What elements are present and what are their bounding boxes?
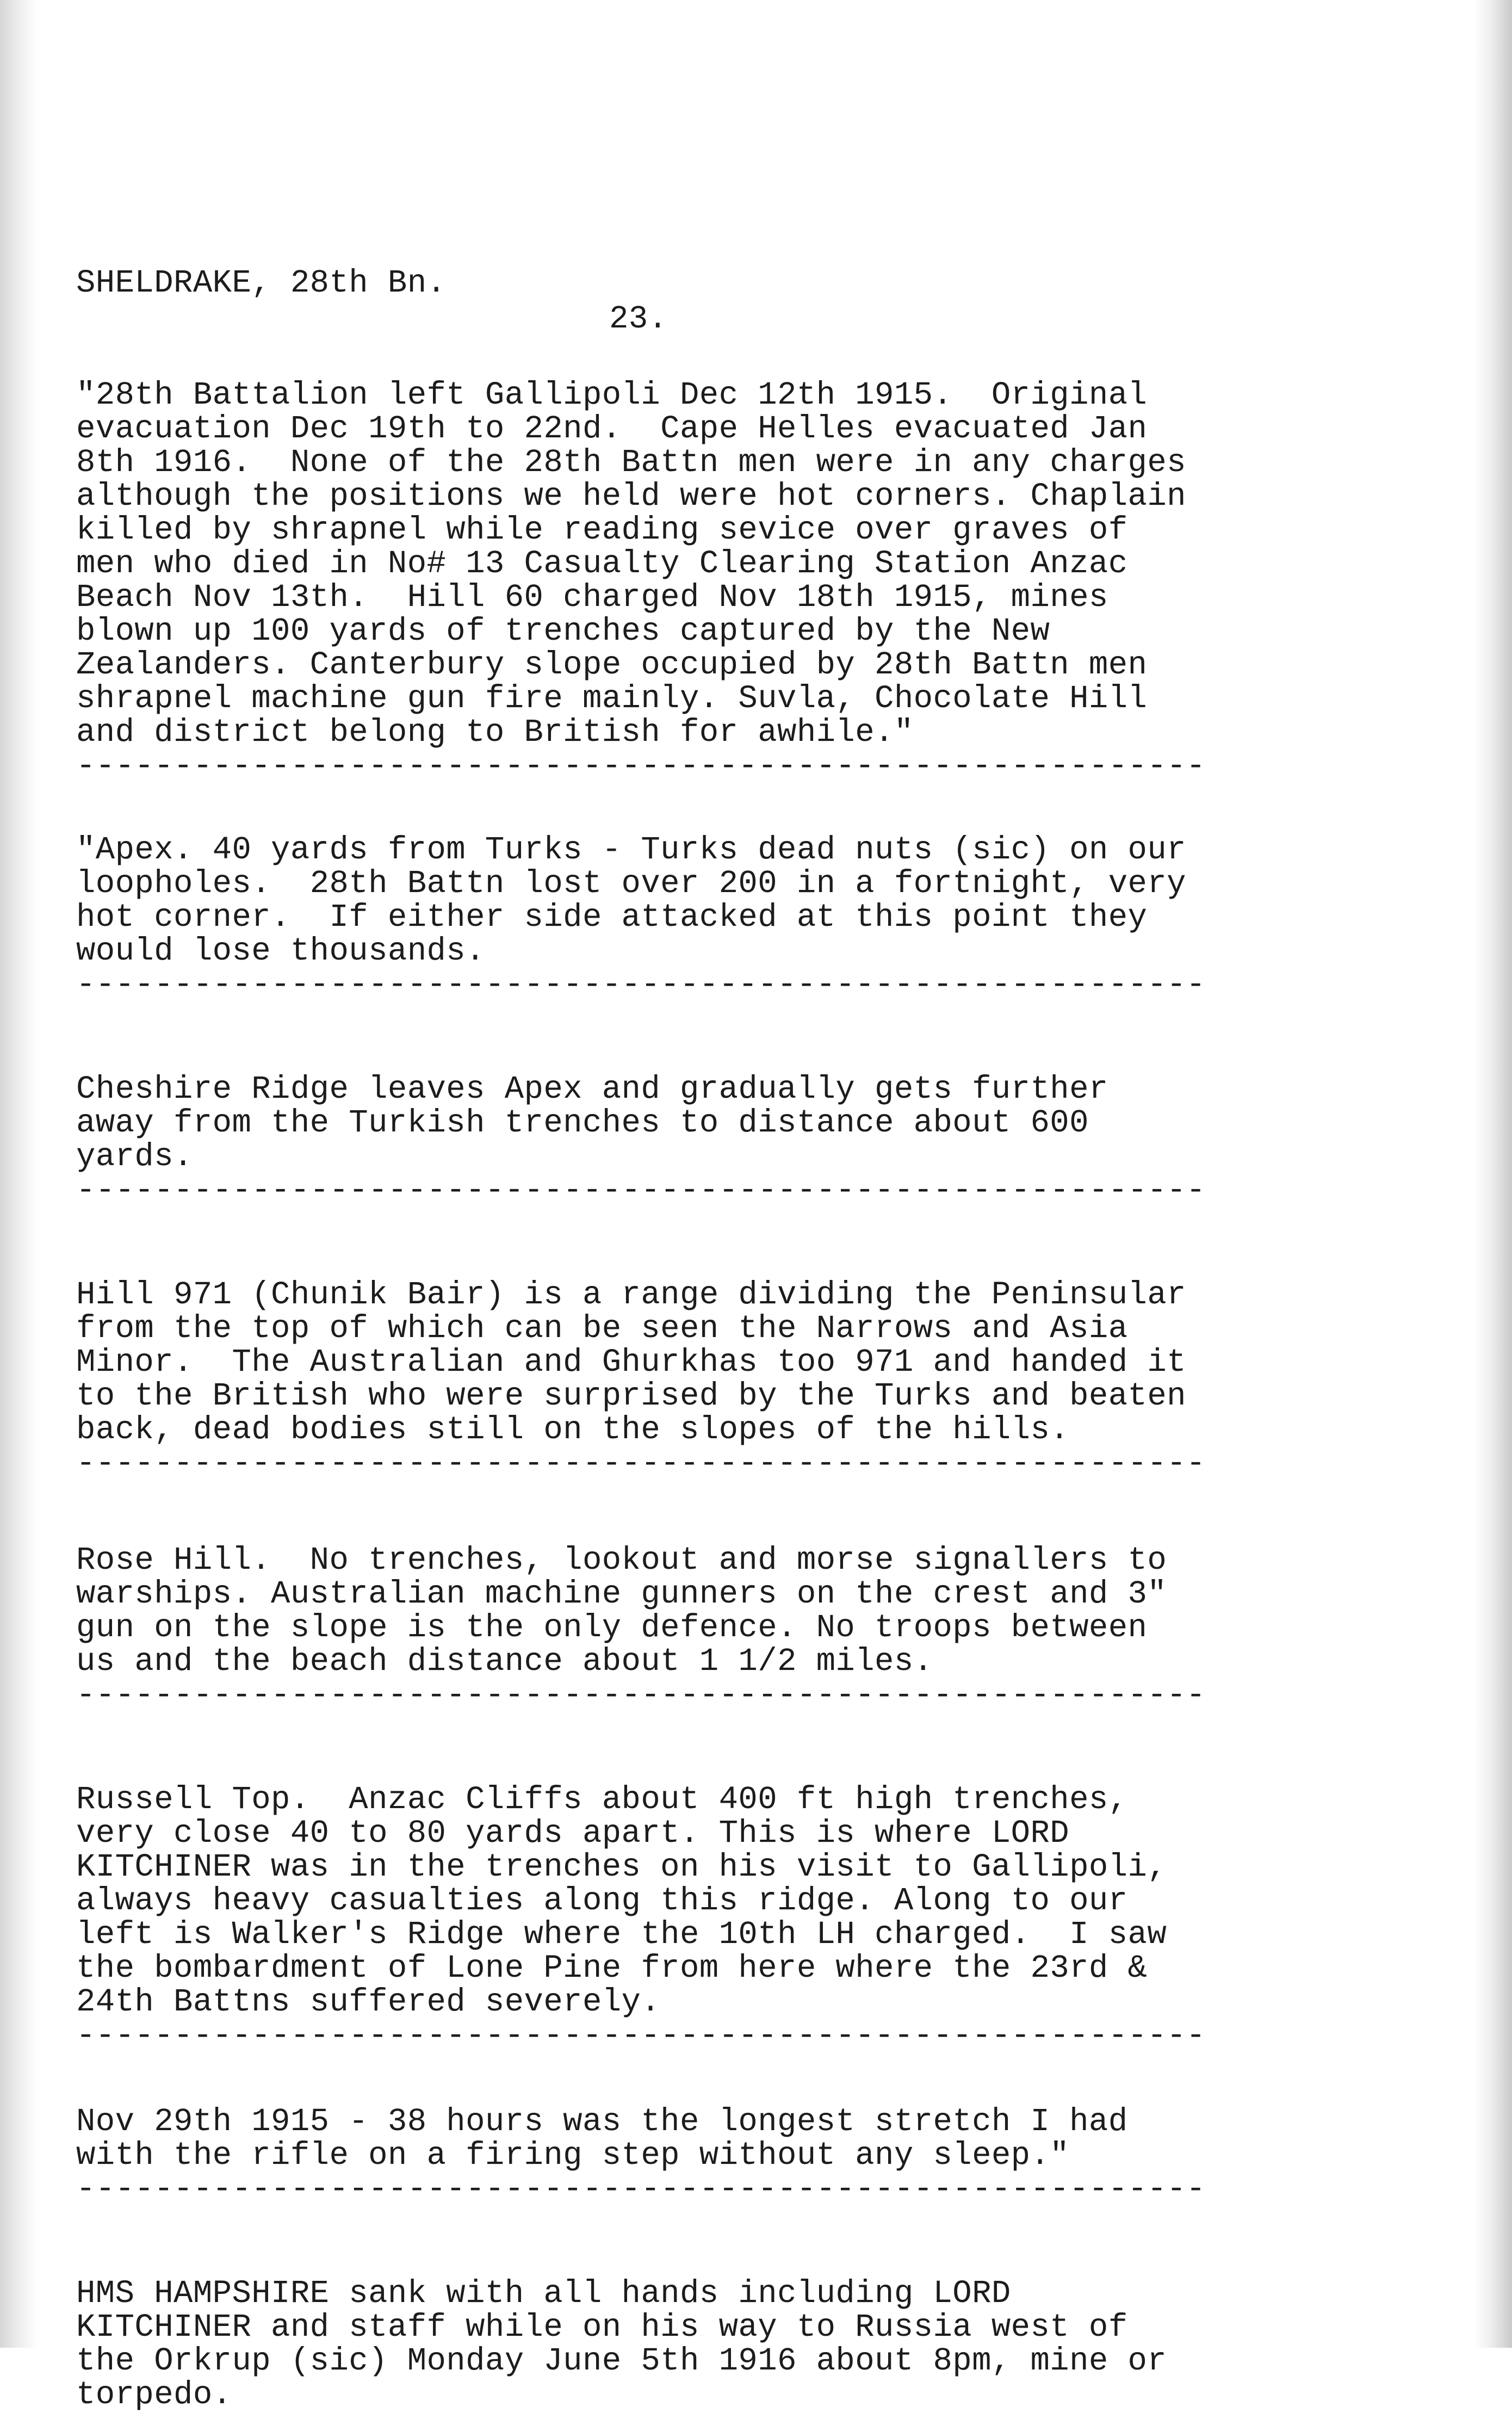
entry-apex [76,833,1284,1002]
entry-rose-hill [76,1544,1284,1712]
scan-shadow-right [1474,0,1512,2348]
text-line: torpedo. [76,2377,232,2413]
page-number: 23. [609,301,668,337]
text-line: "28th Battalion left Gallipoli Dec 12th 1915. Original [76,377,1148,413]
text-line: HMS HAMPSHIRE sank with all hands including LORD [76,2275,1011,2312]
dashed-divider: ---------------------------------------------------------- [76,2173,1206,2206]
text-line: us and the beach distance about 1 1/2 miles. [76,1643,933,1680]
text-line: evacuation Dec 19th to 22nd. Cape Helles evacuated Jan [76,411,1148,447]
text-line: although the positions we held were hot corners. Chaplain [76,478,1186,515]
entry-nov-29th [76,2105,1284,2206]
text-line: killed by shrapnel while reading sevice over graves of [76,512,1128,548]
text-line: Russell Top. Anzac Cliffs about 400 ft high trenches, [76,1781,1128,1818]
text-line: hot corner. If either side attacked at this point they [76,899,1148,936]
text-line: Rose Hill. No trenches, lookout and morse signallers to [76,1542,1167,1579]
text-line: Beach Nov 13th. Hill 60 charged Nov 18th 1915, mines [76,579,1108,616]
text-line: gun on the slope is the only defence. No troops between [76,1610,1148,1646]
text-line: Hill 971 (Chunik Bair) is a range dividing the Peninsular [76,1277,1186,1313]
text-line: from the top of which can be seen the Narrows and Asia [76,1310,1128,1347]
text-line: 8th 1916. None of the 28th Battn men were in any charges [76,444,1186,481]
text-line: Zealanders. Canterbury slope occupied by 28th Battn men [76,647,1148,683]
entry-russell-top [76,1783,1284,2053]
text-line: blown up 100 yards of trenches captured by the New [76,613,1050,649]
entry-hill-971 [76,1278,1284,1481]
text-line: the Orkrup (sic) Monday June 5th 1916 about 8pm, mine or [76,2343,1167,2379]
entry-battalion-summary [76,379,1284,783]
text-line: shrapnel machine gun fire mainly. Suvla, Chocolate Hill [76,680,1148,717]
text-line: loopholes. 28th Battn lost over 200 in a fortnight, very [76,865,1186,902]
text-line: yards. [76,1139,193,1175]
dashed-divider: ---------------------------------------------------------- [76,750,1206,783]
scan-shadow-left [0,0,38,2348]
dashed-divider: ---------------------------------------------------------- [76,1679,1206,1712]
text-line: and district belong to British for awhile." [76,714,914,751]
dashed-divider: ---------------------------------------------------------- [76,1174,1206,1208]
text-line: Cheshire Ridge leaves Apex and gradually gets further [76,1071,1108,1107]
text-line: away from the Turkish trenches to distance about 600 [76,1105,1089,1141]
text-line: the bombardment of Lone Pine from here where the 23rd & [76,1950,1148,1987]
document-header: SHELDRAKE, 28th Bn. [76,265,447,301]
text-line: men who died in No# 13 Casualty Clearing Station Anzac [76,546,1128,582]
text-line: to the British who were surprised by the Turks and beaten [76,1378,1186,1414]
dashed-divider: ---------------------------------------------------------- [76,2019,1206,2053]
text-line: warships. Australian machine gunners on the crest and 3" [76,1576,1167,1612]
text-line: KITCHINER was in the trenches on his visit to Gallipoli, [76,1849,1167,1885]
typed-page [76,267,1284,2412]
entry-cheshire-ridge [76,1073,1284,1208]
text-line: back, dead bodies still on the slopes of the hills. [76,1412,1070,1448]
text-line: always heavy casualties along this ridge. Along to our [76,1883,1128,1919]
text-line: KITCHINER and staff while on his way to Russia west of [76,2309,1128,2346]
text-line: "Apex. 40 yards from Turks - Turks dead nuts (sic) on our [76,832,1186,868]
text-line: left is Walker's Ridge where the 10th LH charged. I saw [76,1916,1167,1953]
dashed-divider: ---------------------------------------------------------- [76,968,1206,1002]
text-line: Minor. The Australian and Ghurkhas too 971 and handed it [76,1344,1186,1381]
dashed-divider: ---------------------------------------------------------- [76,1447,1206,1481]
entry-hms-hampshire [76,2277,1284,2412]
text-line: 24th Battns suffered severely. [76,1984,661,2020]
text-line: would lose thousands. [76,933,485,969]
text-line: Nov 29th 1915 - 38 hours was the longest stretch I had [76,2103,1128,2140]
text-line: very close 40 to 80 yards apart. This is where LORD [76,1815,1070,1852]
text-line: with the rifle on a firing step without any sleep." [76,2137,1070,2174]
